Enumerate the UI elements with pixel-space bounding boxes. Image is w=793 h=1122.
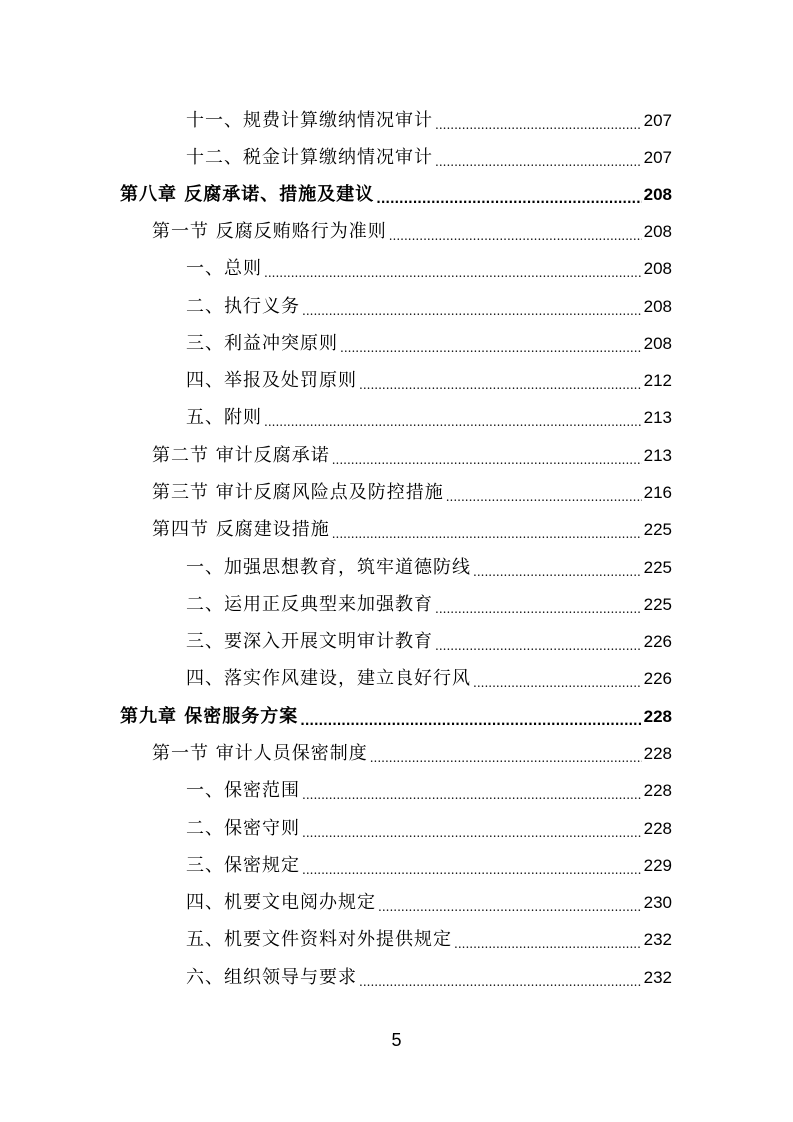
- toc-entry-title: 四、举报及处罚原则: [186, 370, 357, 391]
- toc-entry-page: 216: [643, 483, 672, 502]
- toc-entry-page: 226: [643, 632, 672, 651]
- toc-entry-title: 第一节 反腐反贿赂行为准则: [152, 221, 387, 242]
- toc-entry-page: 232: [643, 930, 672, 949]
- toc-dot-leader: [302, 786, 642, 804]
- toc-entry-page: 208: [643, 222, 672, 241]
- toc-entry-title: 四、机要文电阅办规定: [186, 892, 376, 913]
- toc-dot-leader: [332, 525, 642, 543]
- toc-entry-page: 213: [643, 446, 672, 465]
- toc-entry-title: 四、落实作风建设，建立良好行风: [186, 668, 471, 689]
- toc-dot-leader: [435, 637, 642, 655]
- toc-dot-leader: [435, 600, 642, 618]
- toc-entry[interactable]: [186, 405, 672, 431]
- toc-entry-page: 226: [643, 669, 672, 688]
- toc-entry[interactable]: [186, 256, 672, 282]
- toc-section-entry[interactable]: [152, 219, 672, 245]
- toc-entry[interactable]: [186, 294, 672, 320]
- toc-entry-page: 230: [643, 893, 672, 912]
- toc-entry-page: 213: [643, 408, 672, 427]
- toc-entry[interactable]: [186, 965, 672, 991]
- toc-entry-page: 208: [643, 297, 672, 316]
- toc-dot-leader: [302, 302, 642, 320]
- toc-entry-title: 第八章 反腐承诺、措施及建议: [120, 184, 375, 205]
- toc-dot-leader: [370, 749, 642, 767]
- toc-dot-leader: [359, 973, 642, 991]
- toc-entry-title: 第三节 审计反腐风险点及防控措施: [152, 482, 444, 503]
- toc-section-entry[interactable]: [152, 480, 672, 506]
- toc-entry-title: 二、保密守则: [186, 818, 300, 839]
- toc-dot-leader: [300, 712, 641, 730]
- toc-entry[interactable]: [186, 368, 672, 394]
- toc-entry-page: 207: [643, 111, 672, 130]
- toc-entry-title: 第一节 审计人员保密制度: [152, 743, 368, 764]
- toc-dot-leader: [435, 116, 642, 134]
- toc-entry-title: 一、加强思想教育，筑牢道德防线: [186, 557, 471, 578]
- toc-entry-page: 232: [643, 968, 672, 987]
- toc-dot-leader: [435, 153, 642, 171]
- toc-entry-title: 第九章 保密服务方案: [120, 706, 299, 727]
- toc-dot-leader: [359, 376, 642, 394]
- toc-entry[interactable]: [186, 145, 672, 171]
- toc-entry-title: 十二、税金计算缴纳情况审计: [186, 147, 433, 168]
- toc-dot-leader: [389, 227, 642, 245]
- toc-entry-title: 二、运用正反典型来加强教育: [186, 594, 433, 615]
- toc-dot-leader: [332, 451, 642, 469]
- toc-entry[interactable]: [186, 108, 672, 134]
- toc-entry[interactable]: [186, 555, 672, 581]
- toc-entry-page: 225: [643, 558, 672, 577]
- toc-entry-page: 228: [643, 819, 672, 838]
- toc-entry-title: 二、执行义务: [186, 296, 300, 317]
- toc-entry-title: 六、组织领导与要求: [186, 967, 357, 988]
- toc-dot-leader: [454, 935, 642, 953]
- toc-entry-title: 三、要深入开展文明审计教育: [186, 631, 433, 652]
- toc-dot-leader: [473, 563, 642, 581]
- toc-entry-title: 五、机要文件资料对外提供规定: [186, 929, 452, 950]
- toc-entry-page: 208: [643, 334, 672, 353]
- toc-entry-page: 208: [643, 185, 672, 204]
- toc-dot-leader: [446, 488, 642, 506]
- toc-chapter-entry[interactable]: [120, 704, 672, 730]
- toc-entry-page: 228: [643, 781, 672, 800]
- toc-entry-page: 229: [643, 856, 672, 875]
- toc-entry-page: 228: [643, 707, 672, 726]
- toc-dot-leader: [302, 861, 642, 879]
- toc-entry-title: 三、利益冲突原则: [186, 333, 338, 354]
- toc-entry-title: 第四节 反腐建设措施: [152, 519, 330, 540]
- toc-entry-title: 三、保密规定: [186, 855, 300, 876]
- toc-entry-title: 一、总则: [186, 258, 262, 279]
- toc-section-entry[interactable]: [152, 741, 672, 767]
- toc-entry-page: 212: [643, 371, 672, 390]
- toc-entry-page: 228: [643, 744, 672, 763]
- toc-entry-page: 208: [643, 259, 672, 278]
- toc-dot-leader: [264, 264, 642, 282]
- page-number: 5: [391, 1030, 402, 1050]
- toc-entry-page: 207: [643, 148, 672, 167]
- toc-dot-leader: [473, 674, 642, 692]
- toc-entry[interactable]: [186, 778, 672, 804]
- toc-entry-title: 一、保密范围: [186, 780, 300, 801]
- toc-chapter-entry[interactable]: [120, 182, 672, 208]
- toc-entry[interactable]: [186, 629, 672, 655]
- toc-entry[interactable]: [186, 853, 672, 879]
- toc-dot-leader: [340, 339, 642, 357]
- toc-entry-page: 225: [643, 520, 672, 539]
- toc-dot-leader: [376, 190, 641, 208]
- toc-entry[interactable]: [186, 666, 672, 692]
- toc-section-entry[interactable]: [152, 443, 672, 469]
- toc-entry-title: 第二节 审计反腐承诺: [152, 445, 330, 466]
- toc-entry-title: 五、附则: [186, 407, 262, 428]
- toc-entry-title: 十一、规费计算缴纳情况审计: [186, 110, 433, 131]
- toc-dot-leader: [378, 898, 642, 916]
- toc-dot-leader: [264, 413, 642, 431]
- toc-entry[interactable]: [186, 816, 672, 842]
- toc-entry[interactable]: [186, 890, 672, 916]
- toc-section-entry[interactable]: [152, 517, 672, 543]
- toc-entry[interactable]: [186, 927, 672, 953]
- toc-dot-leader: [302, 824, 642, 842]
- toc-entry[interactable]: [186, 592, 672, 618]
- toc-entry-page: 225: [643, 595, 672, 614]
- toc-entry[interactable]: [186, 331, 672, 357]
